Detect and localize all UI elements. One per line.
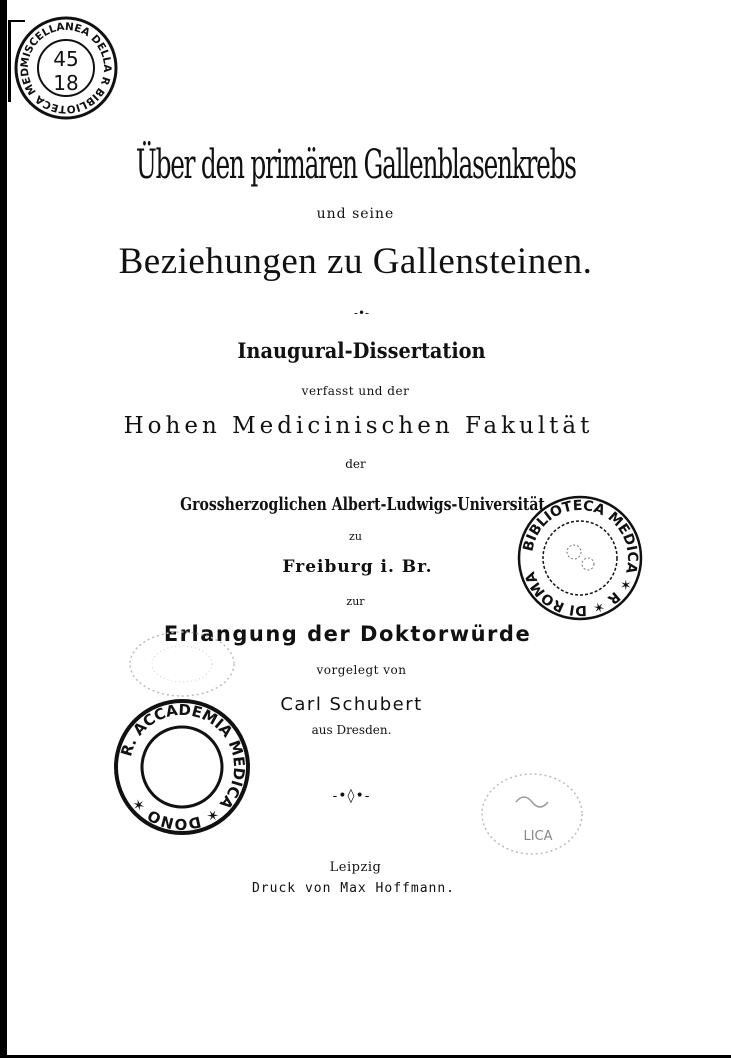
faculty-name: Hohen Medicinischen Fakultät (123, 413, 594, 439)
faint-stamp-text: LICA (523, 829, 553, 844)
stamp-ring-text: R. ACCADEMIA MEDICA ✶ DONO ✶ (117, 700, 249, 834)
vorgelegt-line: vorgelegt von (316, 663, 407, 677)
divider-ornament: -•◊•- (332, 788, 371, 804)
der-line: der (345, 457, 366, 471)
university-name: Grossherzoglichen Albert-Ludwigs-Universität (180, 494, 545, 515)
accademia-medica-stamp (113, 698, 251, 836)
stamp-number-bottom: 18 (53, 71, 79, 95)
zur-line: zur (346, 595, 365, 608)
stamp-number-top: 45 (53, 47, 79, 71)
verfasst-line: verfasst und der (301, 384, 410, 398)
biblioteca-medica-stamp (516, 494, 644, 622)
title-line-2: Beziehungen zu Gallensteinen. (118, 241, 593, 282)
stamp-ring-text: BIBLIOTECA MEDICA ✶ R ✶ DI ROMA (520, 497, 641, 619)
stamp-ring-text: MISCELLANEA DELLA R BIBLIOTECA MED (18, 20, 114, 116)
city-name: Freiburg i. Br. (282, 557, 433, 577)
title-connector: und seine (316, 206, 395, 222)
title-line-1: Über den primären Gallenblasenkrebs (135, 142, 576, 188)
library-stamp-top-left (12, 14, 120, 122)
dissertation-type: Inaugural-Dissertation (237, 338, 486, 363)
author-name: Carl Schubert (280, 694, 423, 715)
purpose-line: Erlangung der Doktorwürde (163, 622, 532, 646)
author-origin: aus Dresden. (311, 723, 392, 737)
small-ornament: -•- (353, 306, 370, 320)
faint-stamp-left (122, 624, 242, 704)
scan-edge-left (0, 0, 7, 1058)
printer-line: Druck von Max Hoffmann. (251, 881, 455, 896)
zu-line: zu (349, 530, 362, 543)
publication-place: Leipzig (329, 860, 382, 875)
faint-stamp-right (476, 768, 588, 860)
